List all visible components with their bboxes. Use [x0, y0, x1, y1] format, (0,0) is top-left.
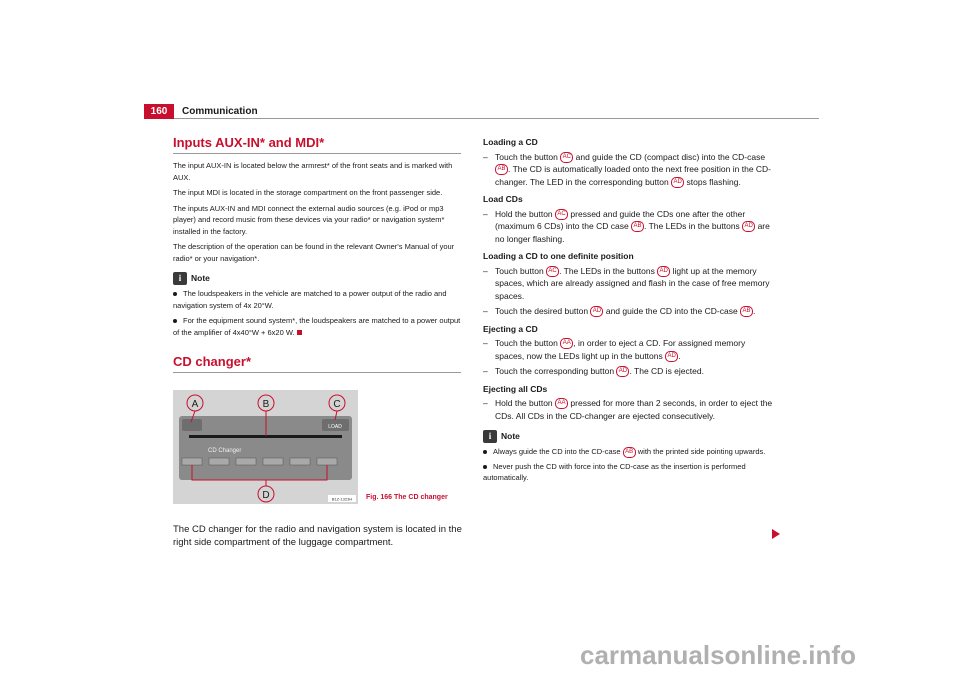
title-rule: [173, 372, 461, 373]
paragraph: The description of the operation can be found in the relevant Owner's Manual of your radio* or your navigation*.: [173, 242, 455, 263]
right-column: [483, 136, 775, 487]
svg-text:CD Changer: CD Changer: [208, 448, 242, 454]
button-key: AC: [546, 266, 559, 277]
section-title: Communication: [182, 106, 258, 117]
subheading: Loading a CD: [483, 137, 538, 147]
button-key: AD: [590, 306, 603, 317]
paragraph: The input AUX-IN is located below the armrest* of the front seats and is marked with AUX.: [173, 161, 453, 182]
button-key: AB: [631, 221, 644, 232]
svg-text:D: D: [262, 490, 270, 501]
step: – Touch the corresponding button AD . The CD is ejected.: [483, 366, 704, 376]
button-key: AA: [555, 398, 568, 409]
svg-text:LOAD: LOAD: [328, 424, 342, 430]
paragraph: The input MDI is located in the storage compartment on the front passenger side.: [173, 188, 443, 197]
header-rule: [174, 118, 819, 119]
cd-changer-figure: [173, 390, 358, 504]
cd-changer-title: CD changer*: [173, 354, 252, 369]
button-key: AD: [671, 177, 684, 188]
svg-text:A: A: [191, 399, 199, 410]
button-key: AB: [623, 447, 636, 458]
aux-title: Inputs AUX-IN* and MDI*: [173, 135, 325, 150]
note-header: [173, 272, 461, 285]
step: – Touch button AC . The LEDs in the buttons AD light up at the memory spaces, which are already assigned and flash in the case of free memory spaces.: [483, 265, 770, 301]
step: – Touch the desired button AD and guide the CD into the CD-case AB .: [483, 306, 756, 316]
svg-text:B: B: [262, 399, 270, 410]
note-title: Note: [501, 431, 520, 442]
note-title: Note: [191, 272, 210, 283]
watermark: carmanualsonline.info: [580, 640, 856, 670]
note-icon: i: [173, 272, 187, 285]
end-mark-icon: [297, 330, 302, 335]
right-note: [483, 430, 775, 484]
note-item: Always guide the CD into the CD-case AB with the printed side pointing upwards.: [483, 446, 775, 458]
figure-caption: Fig. 166 The CD changer: [366, 494, 448, 501]
button-key: AC: [555, 209, 568, 220]
step: – Touch the button AA , in order to eject a CD. For assigned memory spaces, now the LEDs light up in the buttons AD .: [483, 338, 746, 361]
note-item: The loudspeakers in the vehicle are matched to a power output of the radio and navigation system of 4x 20°W.: [173, 289, 447, 310]
button-key: AA: [560, 338, 573, 349]
svg-text:B1Z-1323H: B1Z-1323H: [331, 496, 353, 502]
button-key: AB: [740, 306, 753, 317]
button-key: AD: [657, 266, 670, 277]
next-page-arrow-icon[interactable]: [772, 529, 780, 539]
button-key: AB: [495, 164, 508, 175]
note-header: [483, 430, 775, 443]
step: – Hold the button AA pressed for more than 2 seconds, in order to eject the CDs. All CDs in the CD-changer are ejected consecutively.: [483, 398, 773, 421]
button-key: AD: [665, 351, 678, 362]
page-number: 160: [144, 104, 174, 119]
button-key: AD: [742, 221, 755, 232]
svg-text:C: C: [333, 399, 341, 410]
button-key: AD: [616, 366, 629, 377]
note-icon: i: [483, 430, 497, 443]
title-rule: [173, 153, 461, 154]
subheading: Load CDs: [483, 194, 523, 204]
subheading: Ejecting a CD: [483, 323, 538, 334]
cd-changer-body: The CD changer for the radio and navigation system is located in the right side compartment of the luggage compartment.: [173, 524, 462, 548]
paragraph: The inputs AUX-IN and MDI connect the external audio sources (e.g. iPod or mp3 player) and record music from these devices via your radio* or navigation system* installed in the factory.: [173, 203, 445, 236]
left-column: [173, 135, 461, 379]
note-item: Never push the CD with force into the CD-case as the insertion is performed automatically.: [483, 461, 746, 483]
subheading: Loading a CD to one definite position: [483, 251, 634, 261]
button-key: AC: [560, 152, 573, 163]
step: – Hold the button AC pressed and guide the CDs one after the other (maximum 6 CDs) into the CD case AB . The LEDs in the buttons AD are no longer flashing.: [483, 208, 770, 244]
step: – Touch the button AC and guide the CD (compact disc) into the CD-case AB . The CD is automatically loaded onto the next free position in the CD-changer. The LED in the corresponding button AD stops flashing.: [483, 151, 772, 187]
note-item: For the equipment sound system*, the loudspeakers are matched to a power output of the amplifier of 4x40°W + 6x20 W.: [173, 316, 461, 337]
subheading: Ejecting all CDs: [483, 383, 548, 394]
